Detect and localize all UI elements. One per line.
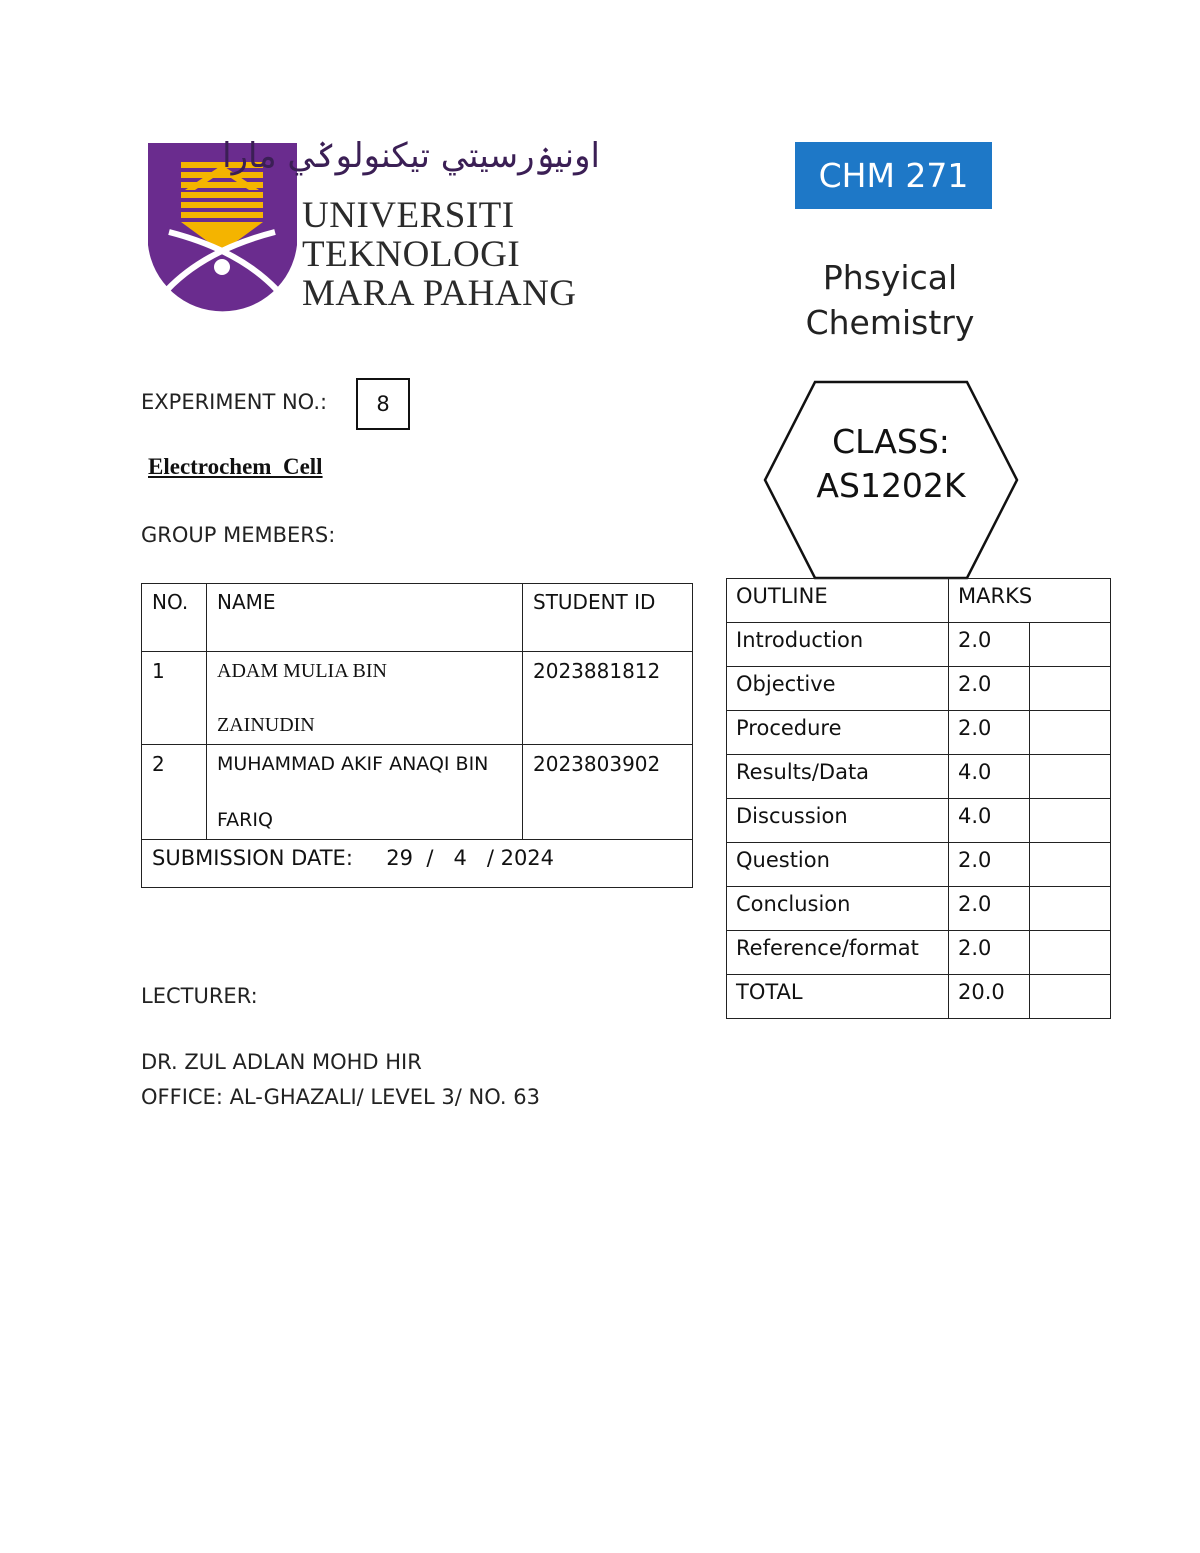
total-row	[727, 975, 1111, 1019]
outline-item: Reference/format	[727, 931, 949, 975]
member-name-line2: ZAINUDIN	[217, 714, 315, 736]
outline-item: Discussion	[727, 799, 949, 843]
course-code-badge: CHM 271	[795, 142, 992, 209]
marks-value: 2.0	[949, 931, 1030, 975]
submission-date: SUBMISSION DATE: 29 / 4 / 2024	[142, 840, 693, 888]
outline-total: TOTAL	[727, 975, 949, 1019]
header-name: NAME	[207, 584, 523, 652]
table-row	[727, 623, 1111, 667]
member-name-line2: FARIQ	[217, 809, 273, 831]
outline-item: Results/Data	[727, 755, 949, 799]
member-student-id: 2023881812	[523, 652, 693, 745]
lecturer-office: OFFICE: AL-GHAZALI/ LEVEL 3/ NO. 63	[141, 1085, 540, 1109]
marks-score-cell	[1030, 755, 1111, 799]
member-name-line1: MUHAMMAD AKIF ANAQI BIN	[217, 753, 489, 775]
outline-item: Introduction	[727, 623, 949, 667]
course-name-line2: Chemistry	[805, 303, 975, 342]
class-code: AS1202K	[816, 466, 966, 505]
table-row	[142, 652, 693, 745]
marks-value: 2.0	[949, 711, 1030, 755]
member-name-line1: ADAM MULIA BIN	[217, 660, 387, 682]
logo-jawi-text: اونيۏرسيتي تيكنولوݢي مارا	[222, 136, 600, 176]
experiment-label: EXPERIMENT NO.:	[141, 390, 328, 414]
marks-value: 4.0	[949, 799, 1030, 843]
outline-item: Conclusion	[727, 887, 949, 931]
header-marks: MARKS	[949, 579, 1111, 623]
table-row	[727, 843, 1111, 887]
logo-text-mara-pahang: MARA PAHANG	[302, 273, 577, 314]
class-label-heading: CLASS:	[832, 422, 950, 461]
marks-score-cell	[1030, 711, 1111, 755]
marks-total-value: 20.0	[949, 975, 1030, 1019]
table-row	[727, 887, 1111, 931]
marks-score-cell	[1030, 667, 1111, 711]
marks-value: 2.0	[949, 843, 1030, 887]
course-name-line1: Phsyical	[822, 258, 958, 297]
table-row	[727, 931, 1111, 975]
member-name	[207, 745, 523, 840]
table-row	[727, 799, 1111, 843]
table-row	[727, 755, 1111, 799]
member-student-id: 2023803902	[523, 745, 693, 840]
marks-score-cell	[1030, 623, 1111, 667]
marks-value: 2.0	[949, 667, 1030, 711]
marks-score-cell	[1030, 887, 1111, 931]
marks-score-cell	[1030, 843, 1111, 887]
logo-text-teknologi: TEKNOLOGI	[302, 234, 521, 275]
header-student-id: STUDENT ID	[523, 584, 693, 652]
lecturer-label: LECTURER:	[141, 984, 258, 1008]
members-table	[141, 583, 693, 888]
table-row	[727, 711, 1111, 755]
logo-text-universiti: UNIVERSITI	[302, 195, 515, 236]
header-outline: OUTLINE	[727, 579, 949, 623]
member-no: 1	[142, 652, 207, 745]
header-no: NO.	[142, 584, 207, 652]
marks-value: 2.0	[949, 623, 1030, 667]
marks-value: 4.0	[949, 755, 1030, 799]
member-no: 2	[142, 745, 207, 840]
class-label	[790, 420, 992, 508]
course-name	[775, 255, 1005, 345]
table-row	[727, 667, 1111, 711]
table-row	[142, 745, 693, 840]
member-name	[207, 652, 523, 745]
marks-table	[726, 578, 1111, 1019]
experiment-number-box: 8	[356, 378, 410, 430]
marks-value: 2.0	[949, 887, 1030, 931]
marks-score-cell	[1030, 931, 1111, 975]
group-members-label: GROUP MEMBERS:	[141, 523, 336, 547]
outline-item: Objective	[727, 667, 949, 711]
marks-header-row	[727, 579, 1111, 623]
outline-item: Procedure	[727, 711, 949, 755]
table-header-row	[142, 584, 693, 652]
marks-score-cell	[1030, 975, 1111, 1019]
outline-item: Question	[727, 843, 949, 887]
experiment-title: Electrochem Cell	[148, 454, 323, 479]
lecturer-name: DR. ZUL ADLAN MOHD HIR	[141, 1050, 422, 1074]
submission-row	[142, 840, 693, 888]
marks-score-cell	[1030, 799, 1111, 843]
